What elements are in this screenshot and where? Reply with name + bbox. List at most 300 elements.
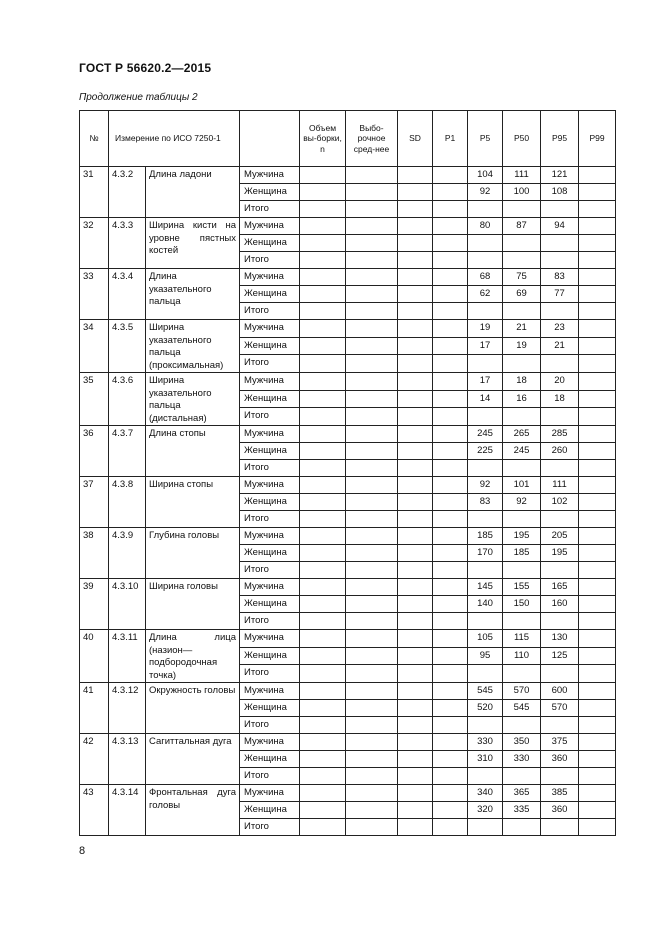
cell-mean [346, 201, 398, 218]
cell-p5 [468, 768, 503, 785]
cell-p99 [579, 751, 616, 768]
cell-p95: 83 [541, 269, 579, 286]
cell-p1 [433, 269, 468, 286]
sex-label: Итого [240, 460, 300, 477]
cell-p95 [541, 819, 579, 836]
table-row [80, 579, 616, 596]
cell-p50: 330 [503, 751, 541, 768]
cell-p99 [579, 596, 616, 613]
row-number: 32 [80, 218, 109, 269]
cell-p1 [433, 545, 468, 562]
cell-mean [346, 286, 398, 303]
table-row [80, 528, 616, 545]
iso-code: 4.3.3 [109, 218, 146, 269]
cell-p50 [503, 355, 541, 373]
cell-p1 [433, 751, 468, 768]
cell-p50: 21 [503, 320, 541, 338]
cell-mean [346, 579, 398, 596]
cell-p95: 102 [541, 494, 579, 511]
sex-label: Мужчина [240, 734, 300, 751]
cell-n [300, 269, 346, 286]
cell-p99 [579, 819, 616, 836]
cell-mean [346, 269, 398, 286]
cell-mean [346, 320, 398, 338]
cell-sd [398, 528, 433, 545]
cell-p99 [579, 443, 616, 460]
sex-label: Женщина [240, 494, 300, 511]
header-no: № [80, 111, 109, 167]
sex-label: Мужчина [240, 528, 300, 545]
sex-label: Мужчина [240, 373, 300, 391]
iso-code: 4.3.12 [109, 683, 146, 734]
cell-p1 [433, 785, 468, 802]
cell-p1 [433, 167, 468, 184]
table-row [80, 320, 616, 338]
iso-code: 4.3.4 [109, 269, 146, 320]
cell-n [300, 751, 346, 768]
iso-code: 4.3.7 [109, 426, 146, 477]
cell-p5: 245 [468, 426, 503, 443]
measurement-name: Окружность головы [146, 683, 240, 734]
cell-sd [398, 545, 433, 562]
cell-mean [346, 184, 398, 201]
cell-p1 [433, 802, 468, 819]
cell-mean [346, 460, 398, 477]
cell-n [300, 201, 346, 218]
cell-p50 [503, 613, 541, 630]
cell-p99 [579, 320, 616, 338]
cell-n [300, 460, 346, 477]
cell-p50 [503, 562, 541, 579]
cell-p99 [579, 426, 616, 443]
header-p95: P95 [541, 111, 579, 167]
cell-p5: 17 [468, 337, 503, 355]
cell-sd [398, 768, 433, 785]
cell-p50: 100 [503, 184, 541, 201]
sex-label: Итого [240, 201, 300, 218]
measurement-name: Фронтальная дуга головы [146, 785, 240, 836]
row-number: 42 [80, 734, 109, 785]
cell-p95 [541, 252, 579, 269]
cell-p5: 320 [468, 802, 503, 819]
cell-n [300, 373, 346, 391]
cell-p95 [541, 355, 579, 373]
cell-p5: 83 [468, 494, 503, 511]
sex-label: Итого [240, 355, 300, 373]
cell-p95: 125 [541, 647, 579, 665]
iso-code: 4.3.13 [109, 734, 146, 785]
cell-mean [346, 734, 398, 751]
cell-p50 [503, 303, 541, 320]
measurement-name: Ширина стопы [146, 477, 240, 528]
cell-p99 [579, 613, 616, 630]
cell-p99 [579, 252, 616, 269]
cell-sd [398, 511, 433, 528]
cell-p50: 545 [503, 700, 541, 717]
cell-p99 [579, 218, 616, 235]
cell-p99 [579, 734, 616, 751]
cell-p5: 105 [468, 630, 503, 648]
cell-sd [398, 802, 433, 819]
cell-sd [398, 201, 433, 218]
header-sd: SD [398, 111, 433, 167]
cell-mean [346, 819, 398, 836]
header-mean: Выбо-рочное сред-нее [346, 111, 398, 167]
cell-p50 [503, 408, 541, 426]
measurement-name: Длина ладони [146, 167, 240, 218]
iso-code: 4.3.6 [109, 373, 146, 426]
cell-sd [398, 647, 433, 665]
cell-p50 [503, 665, 541, 683]
cell-p50: 18 [503, 373, 541, 391]
sex-label: Итого [240, 252, 300, 269]
cell-n [300, 717, 346, 734]
cell-p99 [579, 303, 616, 320]
cell-p95: 205 [541, 528, 579, 545]
cell-p5: 17 [468, 373, 503, 391]
table-row [80, 167, 616, 184]
cell-p50 [503, 511, 541, 528]
sex-label: Итого [240, 665, 300, 683]
row-number: 41 [80, 683, 109, 734]
measurement-name: Ширина указательного пальца (дистальная) [146, 373, 240, 426]
cell-p99 [579, 683, 616, 700]
cell-mean [346, 768, 398, 785]
cell-p99 [579, 562, 616, 579]
cell-p5: 95 [468, 647, 503, 665]
sex-label: Женщина [240, 235, 300, 252]
sex-label: Женщина [240, 286, 300, 303]
cell-mean [346, 426, 398, 443]
cell-p5 [468, 717, 503, 734]
cell-p1 [433, 579, 468, 596]
cell-n [300, 355, 346, 373]
cell-p1 [433, 337, 468, 355]
cell-n [300, 390, 346, 408]
cell-p50: 75 [503, 269, 541, 286]
cell-p99 [579, 184, 616, 201]
cell-sd [398, 579, 433, 596]
cell-p1 [433, 819, 468, 836]
cell-p99 [579, 373, 616, 391]
cell-p5: 104 [468, 167, 503, 184]
cell-p5: 330 [468, 734, 503, 751]
sex-label: Итого [240, 768, 300, 785]
row-number: 37 [80, 477, 109, 528]
cell-p50 [503, 201, 541, 218]
cell-p95: 108 [541, 184, 579, 201]
cell-p99 [579, 235, 616, 252]
cell-p50: 115 [503, 630, 541, 648]
cell-mean [346, 373, 398, 391]
sex-label: Итого [240, 408, 300, 426]
measurement-name: Длина стопы [146, 426, 240, 477]
cell-p99 [579, 460, 616, 477]
cell-sd [398, 630, 433, 648]
cell-p50: 365 [503, 785, 541, 802]
cell-sd [398, 355, 433, 373]
cell-p5: 62 [468, 286, 503, 303]
cell-mean [346, 751, 398, 768]
measurement-name: Глубина головы [146, 528, 240, 579]
iso-code: 4.3.8 [109, 477, 146, 528]
row-number: 43 [80, 785, 109, 836]
cell-p1 [433, 201, 468, 218]
cell-mean [346, 511, 398, 528]
cell-sd [398, 683, 433, 700]
cell-n [300, 700, 346, 717]
cell-sd [398, 373, 433, 391]
cell-p50: 19 [503, 337, 541, 355]
cell-p1 [433, 596, 468, 613]
cell-p5: 340 [468, 785, 503, 802]
cell-p95: 360 [541, 802, 579, 819]
table-row [80, 269, 616, 286]
cell-p5 [468, 252, 503, 269]
cell-sd [398, 562, 433, 579]
cell-mean [346, 494, 398, 511]
sex-label: Итого [240, 819, 300, 836]
row-number: 31 [80, 167, 109, 218]
cell-p95 [541, 408, 579, 426]
cell-p5: 170 [468, 545, 503, 562]
cell-p99 [579, 390, 616, 408]
cell-p99 [579, 630, 616, 648]
cell-sd [398, 665, 433, 683]
sex-label: Женщина [240, 443, 300, 460]
cell-p99 [579, 337, 616, 355]
cell-mean [346, 802, 398, 819]
cell-p95: 160 [541, 596, 579, 613]
sex-label: Женщина [240, 802, 300, 819]
cell-n [300, 768, 346, 785]
cell-p5: 68 [468, 269, 503, 286]
sex-label: Мужчина [240, 630, 300, 648]
cell-p1 [433, 511, 468, 528]
cell-mean [346, 647, 398, 665]
iso-code: 4.3.14 [109, 785, 146, 836]
cell-p5 [468, 819, 503, 836]
cell-p50 [503, 460, 541, 477]
cell-sd [398, 717, 433, 734]
cell-p1 [433, 683, 468, 700]
sex-label: Итого [240, 562, 300, 579]
row-number: 36 [80, 426, 109, 477]
cell-p5: 92 [468, 184, 503, 201]
cell-p5 [468, 665, 503, 683]
cell-p99 [579, 408, 616, 426]
cell-p99 [579, 269, 616, 286]
cell-p95 [541, 768, 579, 785]
row-number: 39 [80, 579, 109, 630]
measurement-name: Длина указательного пальца [146, 269, 240, 320]
cell-p50: 245 [503, 443, 541, 460]
cell-p1 [433, 647, 468, 665]
cell-sd [398, 167, 433, 184]
cell-mean [346, 235, 398, 252]
cell-p50 [503, 717, 541, 734]
cell-p5 [468, 460, 503, 477]
cell-p5 [468, 303, 503, 320]
cell-n [300, 286, 346, 303]
table-row [80, 630, 616, 648]
cell-p5: 140 [468, 596, 503, 613]
cell-p99 [579, 768, 616, 785]
sex-label: Женщина [240, 390, 300, 408]
sex-label: Итого [240, 511, 300, 528]
cell-p50: 110 [503, 647, 541, 665]
cell-p1 [433, 477, 468, 494]
cell-mean [346, 683, 398, 700]
cell-n [300, 477, 346, 494]
row-number: 35 [80, 373, 109, 426]
cell-p50 [503, 235, 541, 252]
cell-p95 [541, 201, 579, 218]
cell-n [300, 426, 346, 443]
cell-p95: 260 [541, 443, 579, 460]
cell-p99 [579, 717, 616, 734]
cell-p50: 335 [503, 802, 541, 819]
cell-p5 [468, 408, 503, 426]
cell-p99 [579, 785, 616, 802]
cell-p99 [579, 528, 616, 545]
cell-p5: 310 [468, 751, 503, 768]
cell-p99 [579, 494, 616, 511]
cell-sd [398, 819, 433, 836]
cell-p95: 285 [541, 426, 579, 443]
cell-sd [398, 494, 433, 511]
cell-p50: 155 [503, 579, 541, 596]
cell-p95: 130 [541, 630, 579, 648]
cell-p95: 195 [541, 545, 579, 562]
measurement-name: Ширина кисти на уровне пястных костей [146, 218, 240, 269]
sex-label: Мужчина [240, 426, 300, 443]
cell-p99 [579, 355, 616, 373]
cell-p50: 92 [503, 494, 541, 511]
header-p5: P5 [468, 111, 503, 167]
row-number: 34 [80, 320, 109, 373]
table-row [80, 477, 616, 494]
document-code: ГОСТ Р 56620.2—2015 [79, 61, 212, 75]
cell-sd [398, 286, 433, 303]
table-body [80, 167, 616, 836]
cell-p50: 570 [503, 683, 541, 700]
cell-p95 [541, 665, 579, 683]
sex-label: Мужчина [240, 218, 300, 235]
cell-p95: 111 [541, 477, 579, 494]
cell-p1 [433, 528, 468, 545]
cell-sd [398, 337, 433, 355]
cell-n [300, 734, 346, 751]
cell-p50 [503, 819, 541, 836]
cell-p99 [579, 700, 616, 717]
table-row [80, 683, 616, 700]
cell-sd [398, 390, 433, 408]
cell-p50: 101 [503, 477, 541, 494]
cell-p1 [433, 700, 468, 717]
cell-p1 [433, 320, 468, 338]
cell-n [300, 630, 346, 648]
sex-label: Женщина [240, 700, 300, 717]
sex-label: Мужчина [240, 785, 300, 802]
cell-n [300, 545, 346, 562]
cell-n [300, 337, 346, 355]
table-row [80, 373, 616, 391]
cell-p5 [468, 235, 503, 252]
cell-p50: 111 [503, 167, 541, 184]
cell-p1 [433, 373, 468, 391]
sex-label: Женщина [240, 545, 300, 562]
cell-p50: 150 [503, 596, 541, 613]
cell-p50: 265 [503, 426, 541, 443]
cell-mean [346, 630, 398, 648]
cell-p5: 14 [468, 390, 503, 408]
sex-label: Мужчина [240, 683, 300, 700]
cell-n [300, 528, 346, 545]
cell-p5: 185 [468, 528, 503, 545]
cell-p95: 18 [541, 390, 579, 408]
cell-p1 [433, 460, 468, 477]
row-number: 33 [80, 269, 109, 320]
cell-p95: 570 [541, 700, 579, 717]
cell-p5: 545 [468, 683, 503, 700]
cell-p95 [541, 613, 579, 630]
cell-mean [346, 717, 398, 734]
sex-label: Женщина [240, 751, 300, 768]
sex-label: Итого [240, 717, 300, 734]
cell-mean [346, 355, 398, 373]
cell-p95 [541, 511, 579, 528]
cell-mean [346, 303, 398, 320]
cell-p50 [503, 252, 541, 269]
cell-p5: 19 [468, 320, 503, 338]
cell-mean [346, 408, 398, 426]
cell-p99 [579, 545, 616, 562]
cell-p1 [433, 252, 468, 269]
page-number: 8 [79, 845, 86, 857]
sex-label: Мужчина [240, 269, 300, 286]
cell-sd [398, 751, 433, 768]
cell-sd [398, 252, 433, 269]
table-row [80, 734, 616, 751]
cell-p5: 80 [468, 218, 503, 235]
cell-mean [346, 528, 398, 545]
cell-p1 [433, 184, 468, 201]
cell-mean [346, 167, 398, 184]
cell-n [300, 408, 346, 426]
cell-p99 [579, 477, 616, 494]
cell-p5 [468, 511, 503, 528]
cell-p50: 185 [503, 545, 541, 562]
cell-n [300, 303, 346, 320]
iso-code: 4.3.11 [109, 630, 146, 683]
cell-p99 [579, 167, 616, 184]
cell-mean [346, 665, 398, 683]
cell-p50: 16 [503, 390, 541, 408]
measurement-name: Длина лица (назион—подбородочная точка) [146, 630, 240, 683]
cell-p95 [541, 235, 579, 252]
cell-p1 [433, 408, 468, 426]
cell-p1 [433, 426, 468, 443]
cell-p95: 94 [541, 218, 579, 235]
sex-label: Мужчина [240, 579, 300, 596]
cell-sd [398, 596, 433, 613]
cell-p1 [433, 443, 468, 460]
cell-sd [398, 184, 433, 201]
cell-mean [346, 785, 398, 802]
cell-p5 [468, 355, 503, 373]
cell-p1 [433, 390, 468, 408]
